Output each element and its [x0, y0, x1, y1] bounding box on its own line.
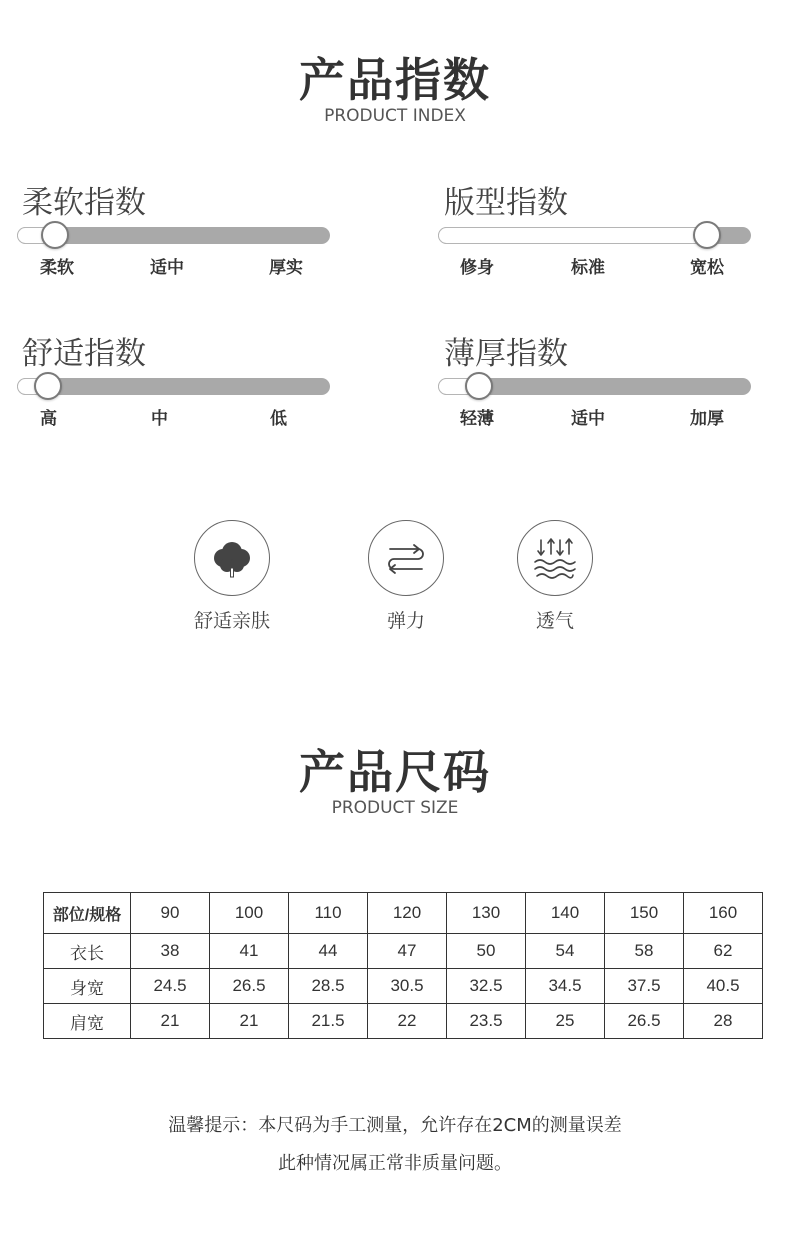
table-cell: 肩宽 — [44, 1004, 131, 1039]
table-cell: 140 — [526, 893, 605, 934]
index-label: 适中 — [571, 409, 605, 429]
note-line-2: 此种情况属正常非质量问题。 — [278, 1153, 512, 1174]
table-cell: 28.5 — [289, 969, 368, 1004]
table-cell: 50 — [447, 934, 526, 969]
index-label: 低 — [270, 409, 287, 429]
index-label: 高 — [40, 409, 57, 429]
table-cell: 32.5 — [447, 969, 526, 1004]
table-cell: 110 — [289, 893, 368, 934]
table-cell: 26.5 — [605, 1004, 684, 1039]
table-cell: 47 — [368, 934, 447, 969]
index-knob-fit — [693, 221, 721, 249]
table-cell: 身宽 — [44, 969, 131, 1004]
index-subtitle: PRODUCT INDEX — [324, 106, 466, 126]
table-cell: 30.5 — [368, 969, 447, 1004]
table-cell: 90 — [131, 893, 210, 934]
table-row — [44, 934, 763, 969]
table-cell: 24.5 — [131, 969, 210, 1004]
table-cell: 26.5 — [210, 969, 289, 1004]
index-label: 标准 — [571, 258, 605, 278]
table-cell: 54 — [526, 934, 605, 969]
table-cell: 21.5 — [289, 1004, 368, 1039]
size-table — [43, 892, 763, 1039]
size-title: 产品尺码 — [299, 745, 491, 799]
table-cell: 衣长 — [44, 934, 131, 969]
table-cell: 23.5 — [447, 1004, 526, 1039]
index-label: 柔软 — [40, 258, 74, 278]
index-title-fit: 版型指数 — [444, 185, 568, 221]
index-label: 宽松 — [690, 258, 724, 278]
index-knob-thickness — [465, 372, 493, 400]
index-label: 适中 — [150, 258, 184, 278]
index-title: 产品指数 — [299, 53, 491, 107]
table-cell: 130 — [447, 893, 526, 934]
table-cell: 41 — [210, 934, 289, 969]
index-title-thickness: 薄厚指数 — [444, 336, 568, 372]
table-cell: 58 — [605, 934, 684, 969]
index-title-softness: 柔软指数 — [22, 185, 146, 221]
table-cell: 120 — [368, 893, 447, 934]
table-cell: 38 — [131, 934, 210, 969]
table-cell: 40.5 — [684, 969, 763, 1004]
table-cell: 44 — [289, 934, 368, 969]
index-track-comfort — [17, 378, 330, 395]
table-cell: 37.5 — [605, 969, 684, 1004]
index-label: 轻薄 — [460, 409, 494, 429]
index-knob-comfort — [34, 372, 62, 400]
index-label: 加厚 — [690, 409, 724, 429]
table-cell: 62 — [684, 934, 763, 969]
table-cell: 34.5 — [526, 969, 605, 1004]
table-cell: 150 — [605, 893, 684, 934]
note-line-1: 温馨提示：本尺码为手工测量，允许存在2CM的测量误差 — [168, 1115, 622, 1136]
index-title-comfort: 舒适指数 — [22, 336, 146, 372]
table-row — [44, 969, 763, 1004]
index-label: 修身 — [460, 258, 494, 278]
elastic-arrows-icon — [368, 520, 444, 596]
table-cell: 28 — [684, 1004, 763, 1039]
table-cell: 21 — [210, 1004, 289, 1039]
table-cell: 25 — [526, 1004, 605, 1039]
index-label: 厚实 — [269, 258, 303, 278]
cloud-tree-icon — [194, 520, 270, 596]
feature-label: 舒适亲肤 — [193, 610, 270, 632]
table-header-row — [44, 893, 763, 934]
index-label: 中 — [151, 409, 168, 429]
table-cell: 22 — [368, 1004, 447, 1039]
table-cell: 100 — [210, 893, 289, 934]
breathable-icon — [517, 520, 593, 596]
table-row — [44, 1004, 763, 1039]
index-knob-softness — [41, 221, 69, 249]
size-subtitle: PRODUCT SIZE — [331, 798, 459, 818]
table-cell: 21 — [131, 1004, 210, 1039]
table-cell: 160 — [684, 893, 763, 934]
feature-label: 透气 — [535, 610, 574, 632]
feature-label: 弹力 — [386, 610, 425, 632]
table-cell: 部位/规格 — [44, 893, 131, 934]
